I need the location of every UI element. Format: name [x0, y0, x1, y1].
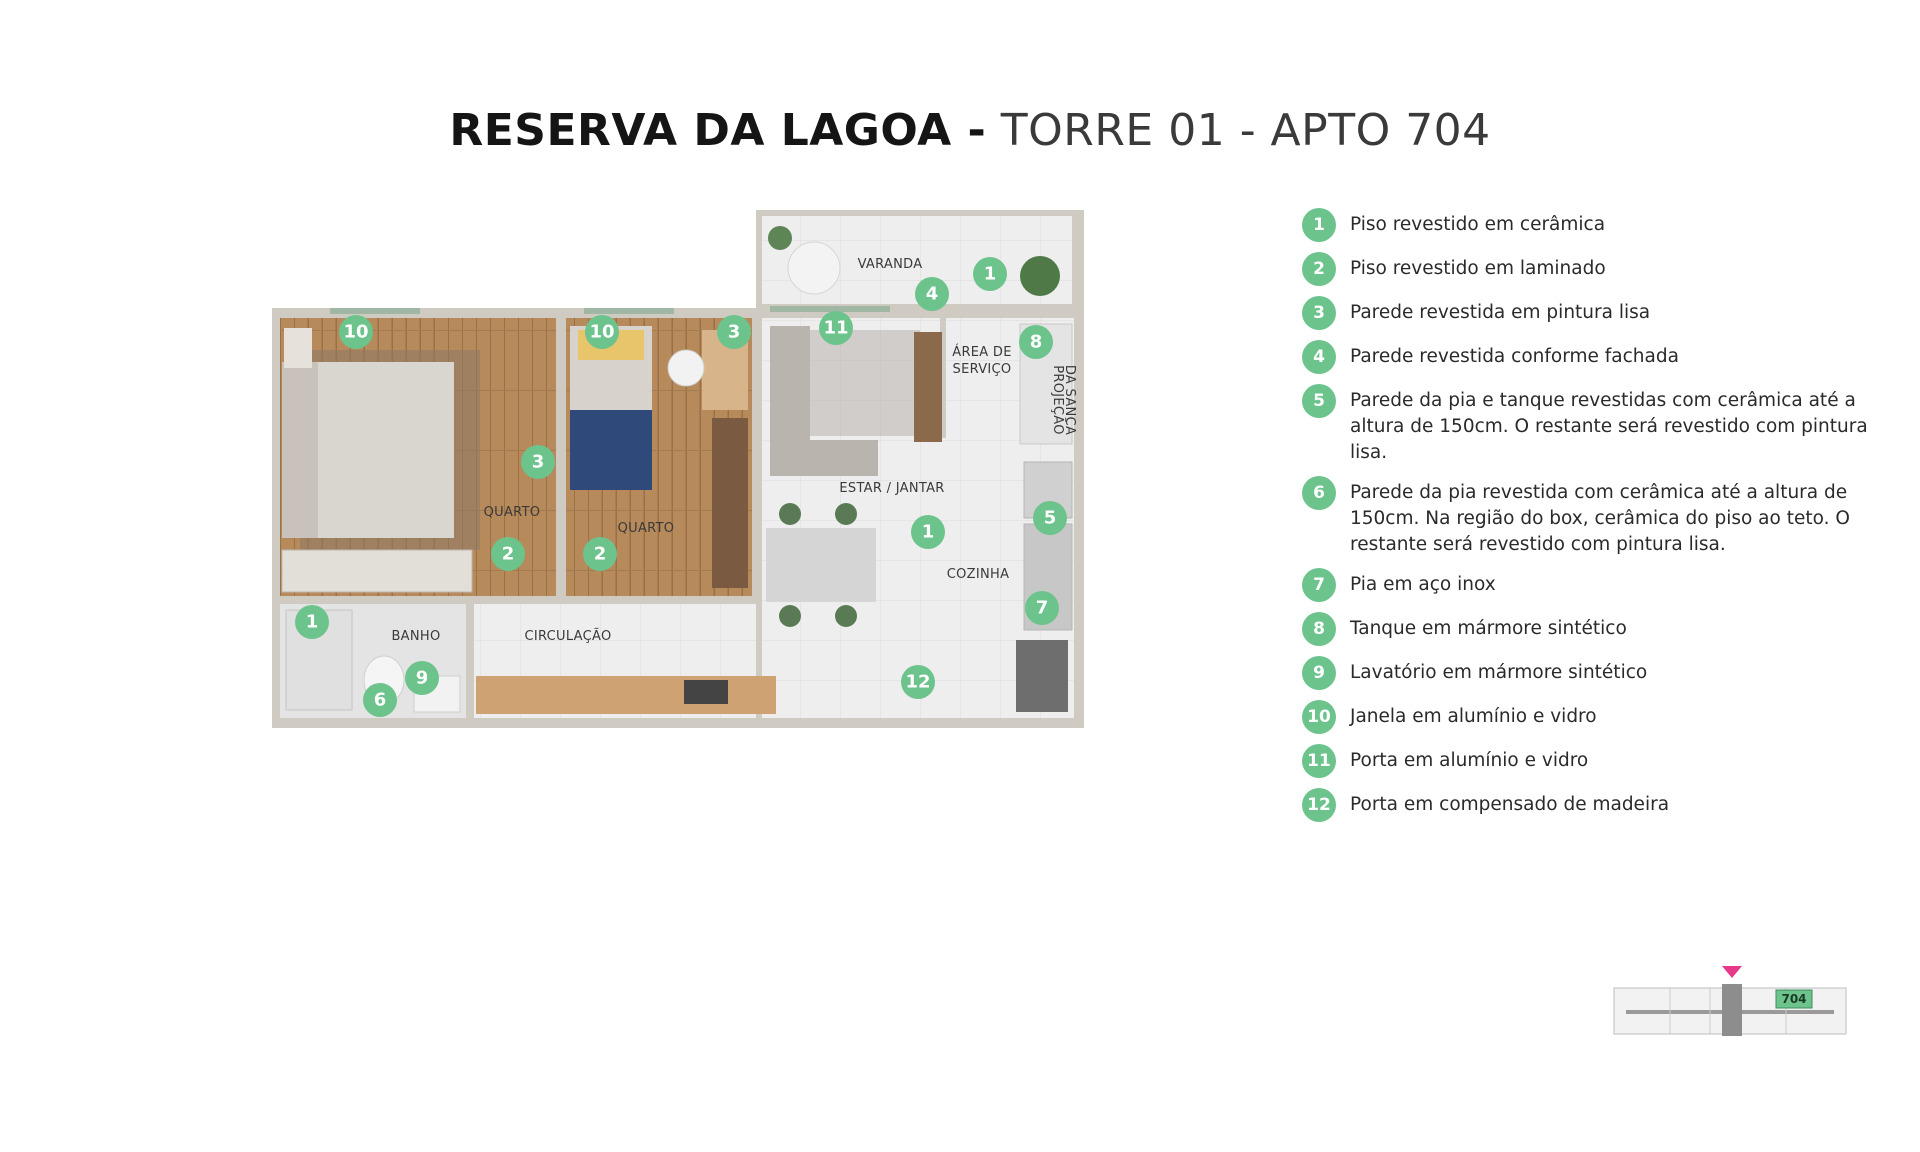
- window: [330, 308, 420, 314]
- svg-text:2: 2: [593, 543, 607, 565]
- badge-3-bedroom2: [717, 315, 751, 349]
- wardrobe: [282, 550, 472, 592]
- legend-badge-6: 6: [1302, 476, 1336, 510]
- laptop: [684, 680, 728, 704]
- legend-text-7: Pia em aço inox: [1350, 574, 1496, 595]
- room-label-quarto-1: QUARTO: [483, 505, 541, 520]
- badge-7: [1025, 591, 1059, 625]
- legend-badge-7: 7: [1302, 568, 1336, 602]
- legend-badge-11: 11: [1302, 744, 1336, 778]
- badge-10-bedroom1: [339, 315, 373, 349]
- title-bold: RESERVA DA LAGOA -: [449, 105, 987, 156]
- badge-5: [1033, 501, 1067, 535]
- legend-item-2: [1302, 256, 1870, 286]
- chair: [835, 503, 857, 525]
- living-rug: [810, 330, 920, 436]
- wall: [280, 596, 752, 604]
- bookshelf: [712, 418, 748, 588]
- svg-text:9: 9: [415, 667, 429, 689]
- plant: [1020, 256, 1060, 296]
- room-label-area-servico-1: ÁREA DE: [952, 345, 1012, 360]
- svg-text:10: 10: [589, 321, 615, 343]
- glass-door: [770, 306, 890, 312]
- legend-text-1: Piso revestido em cerâmica: [1350, 214, 1606, 235]
- svg-text:3: 3: [727, 321, 741, 343]
- svg-text:4: 4: [925, 283, 939, 305]
- badge-8: [1019, 325, 1053, 359]
- title-light: TORRE 01 - APTO 704: [1000, 105, 1491, 156]
- balcony-table: [788, 242, 840, 294]
- legend-item-8: [1302, 616, 1870, 646]
- badge-10-bedroom2: [585, 315, 619, 349]
- blanket: [570, 410, 652, 490]
- badge-1-balcony: [973, 257, 1007, 291]
- svg-text:8: 8: [1029, 331, 1043, 353]
- floor-plan: [0, 0, 1100, 760]
- svg-text:5: 5: [1043, 507, 1057, 529]
- legend-badge-1: 1: [1302, 208, 1336, 242]
- plant: [768, 226, 792, 250]
- svg-text:1: 1: [921, 521, 935, 543]
- svg-text:1: 1: [983, 263, 997, 285]
- legend-text-9: Lavatório em mármore sintético: [1350, 662, 1648, 683]
- legend-item-5: [1302, 388, 1870, 466]
- legend-item-6: [1302, 480, 1870, 558]
- legend-badge-9: 9: [1302, 656, 1336, 690]
- unit-number: 704: [1781, 992, 1807, 1006]
- legend-item-7: [1302, 572, 1870, 602]
- badge-11: [819, 311, 853, 345]
- chair: [779, 605, 801, 627]
- svg-text:10: 10: [343, 321, 369, 343]
- chair: [779, 503, 801, 525]
- legend-text-10: Janela em alumínio e vidro: [1350, 706, 1597, 727]
- svg-text:11: 11: [823, 317, 849, 339]
- chair: [668, 350, 704, 386]
- room-label-quarto-2: QUARTO: [617, 521, 675, 536]
- badge-4: [915, 277, 949, 311]
- legend-text-2: Piso revestido em laminado: [1350, 258, 1606, 279]
- badge-9: [405, 661, 439, 695]
- badge-1-bathroom: [295, 605, 329, 639]
- legend-text-5: Parede da pia e tanque revestidas com cerâmica até a altura de 150cm. O restante será revestido com pintura lisa.: [1350, 390, 1868, 463]
- location-marker-icon: [1722, 966, 1742, 978]
- wall: [752, 318, 762, 596]
- badge-2-bedroom1: [491, 537, 525, 571]
- legend-badge-4: 4: [1302, 340, 1336, 374]
- room-label-estar: ESTAR / JANTAR: [839, 481, 945, 496]
- room-label-projecao-1: PROJEÇÃO: [1050, 365, 1065, 435]
- room-label-cozinha: COZINHA: [946, 567, 1010, 582]
- legend-text-8: Tanque em mármore sintético: [1350, 618, 1627, 639]
- fridge: [1016, 640, 1068, 712]
- badge-2-bedroom2: [583, 537, 617, 571]
- svg-text:6: 6: [373, 689, 387, 711]
- legend-text-4: Parede revestida conforme fachada: [1350, 346, 1679, 367]
- legend-badge-12: 12: [1302, 788, 1336, 822]
- chair: [835, 605, 857, 627]
- legend-text-3: Parede revestida em pintura lisa: [1350, 302, 1651, 323]
- legend-item-1: [1302, 212, 1870, 242]
- badge-1-living: [911, 515, 945, 549]
- room-label-projecao-2: DA SANCA: [1062, 364, 1077, 436]
- key-plan: [1610, 960, 1850, 1040]
- legend-text-11: Porta em alumínio e vidro: [1350, 750, 1589, 771]
- sideboard: [476, 676, 776, 714]
- bed-headboard: [282, 362, 318, 538]
- legend-badge-8: 8: [1302, 612, 1336, 646]
- legend-text-6: Parede da pia revestida com cerâmica até a altura de 150cm. Na região do box, cerâmica do piso ao teto. O restante será revestido com pintura lisa.: [1350, 482, 1850, 555]
- legend-item-9: [1302, 660, 1870, 690]
- legend-badge-5: 5: [1302, 384, 1336, 418]
- wall: [466, 604, 474, 718]
- badge-6: [363, 683, 397, 717]
- legend-text-12: Porta em compensado de madeira: [1350, 794, 1670, 815]
- legend-item-10: [1302, 704, 1870, 734]
- legend-badge-2: 2: [1302, 252, 1336, 286]
- svg-text:7: 7: [1035, 597, 1049, 619]
- svg-text:1: 1: [305, 611, 319, 633]
- room-label-banho: BANHO: [391, 629, 441, 644]
- tv-rack: [914, 332, 942, 442]
- legend-item-3: [1302, 300, 1870, 330]
- legend-item-12: [1302, 792, 1870, 822]
- svg-text:2: 2: [501, 543, 515, 565]
- badge-3-bedroom1: [521, 445, 555, 479]
- legend-item-4: [1302, 344, 1870, 374]
- wall: [556, 318, 566, 596]
- sofa-section: [770, 440, 878, 476]
- room-label-circulacao: CIRCULAÇÃO: [524, 629, 612, 644]
- badge-12: [901, 665, 935, 699]
- room-label-varanda: VARANDA: [857, 257, 923, 272]
- dining-table: [766, 528, 876, 602]
- legend-item-11: [1302, 748, 1870, 778]
- legend-badge-10: 10: [1302, 700, 1336, 734]
- legend-badge-3: 3: [1302, 296, 1336, 330]
- room-label-area-servico-2: SERVIÇO: [952, 362, 1012, 377]
- nightstand: [284, 328, 312, 368]
- core: [1722, 984, 1742, 1036]
- svg-text:12: 12: [905, 671, 931, 693]
- window: [584, 308, 674, 314]
- svg-text:3: 3: [531, 451, 545, 473]
